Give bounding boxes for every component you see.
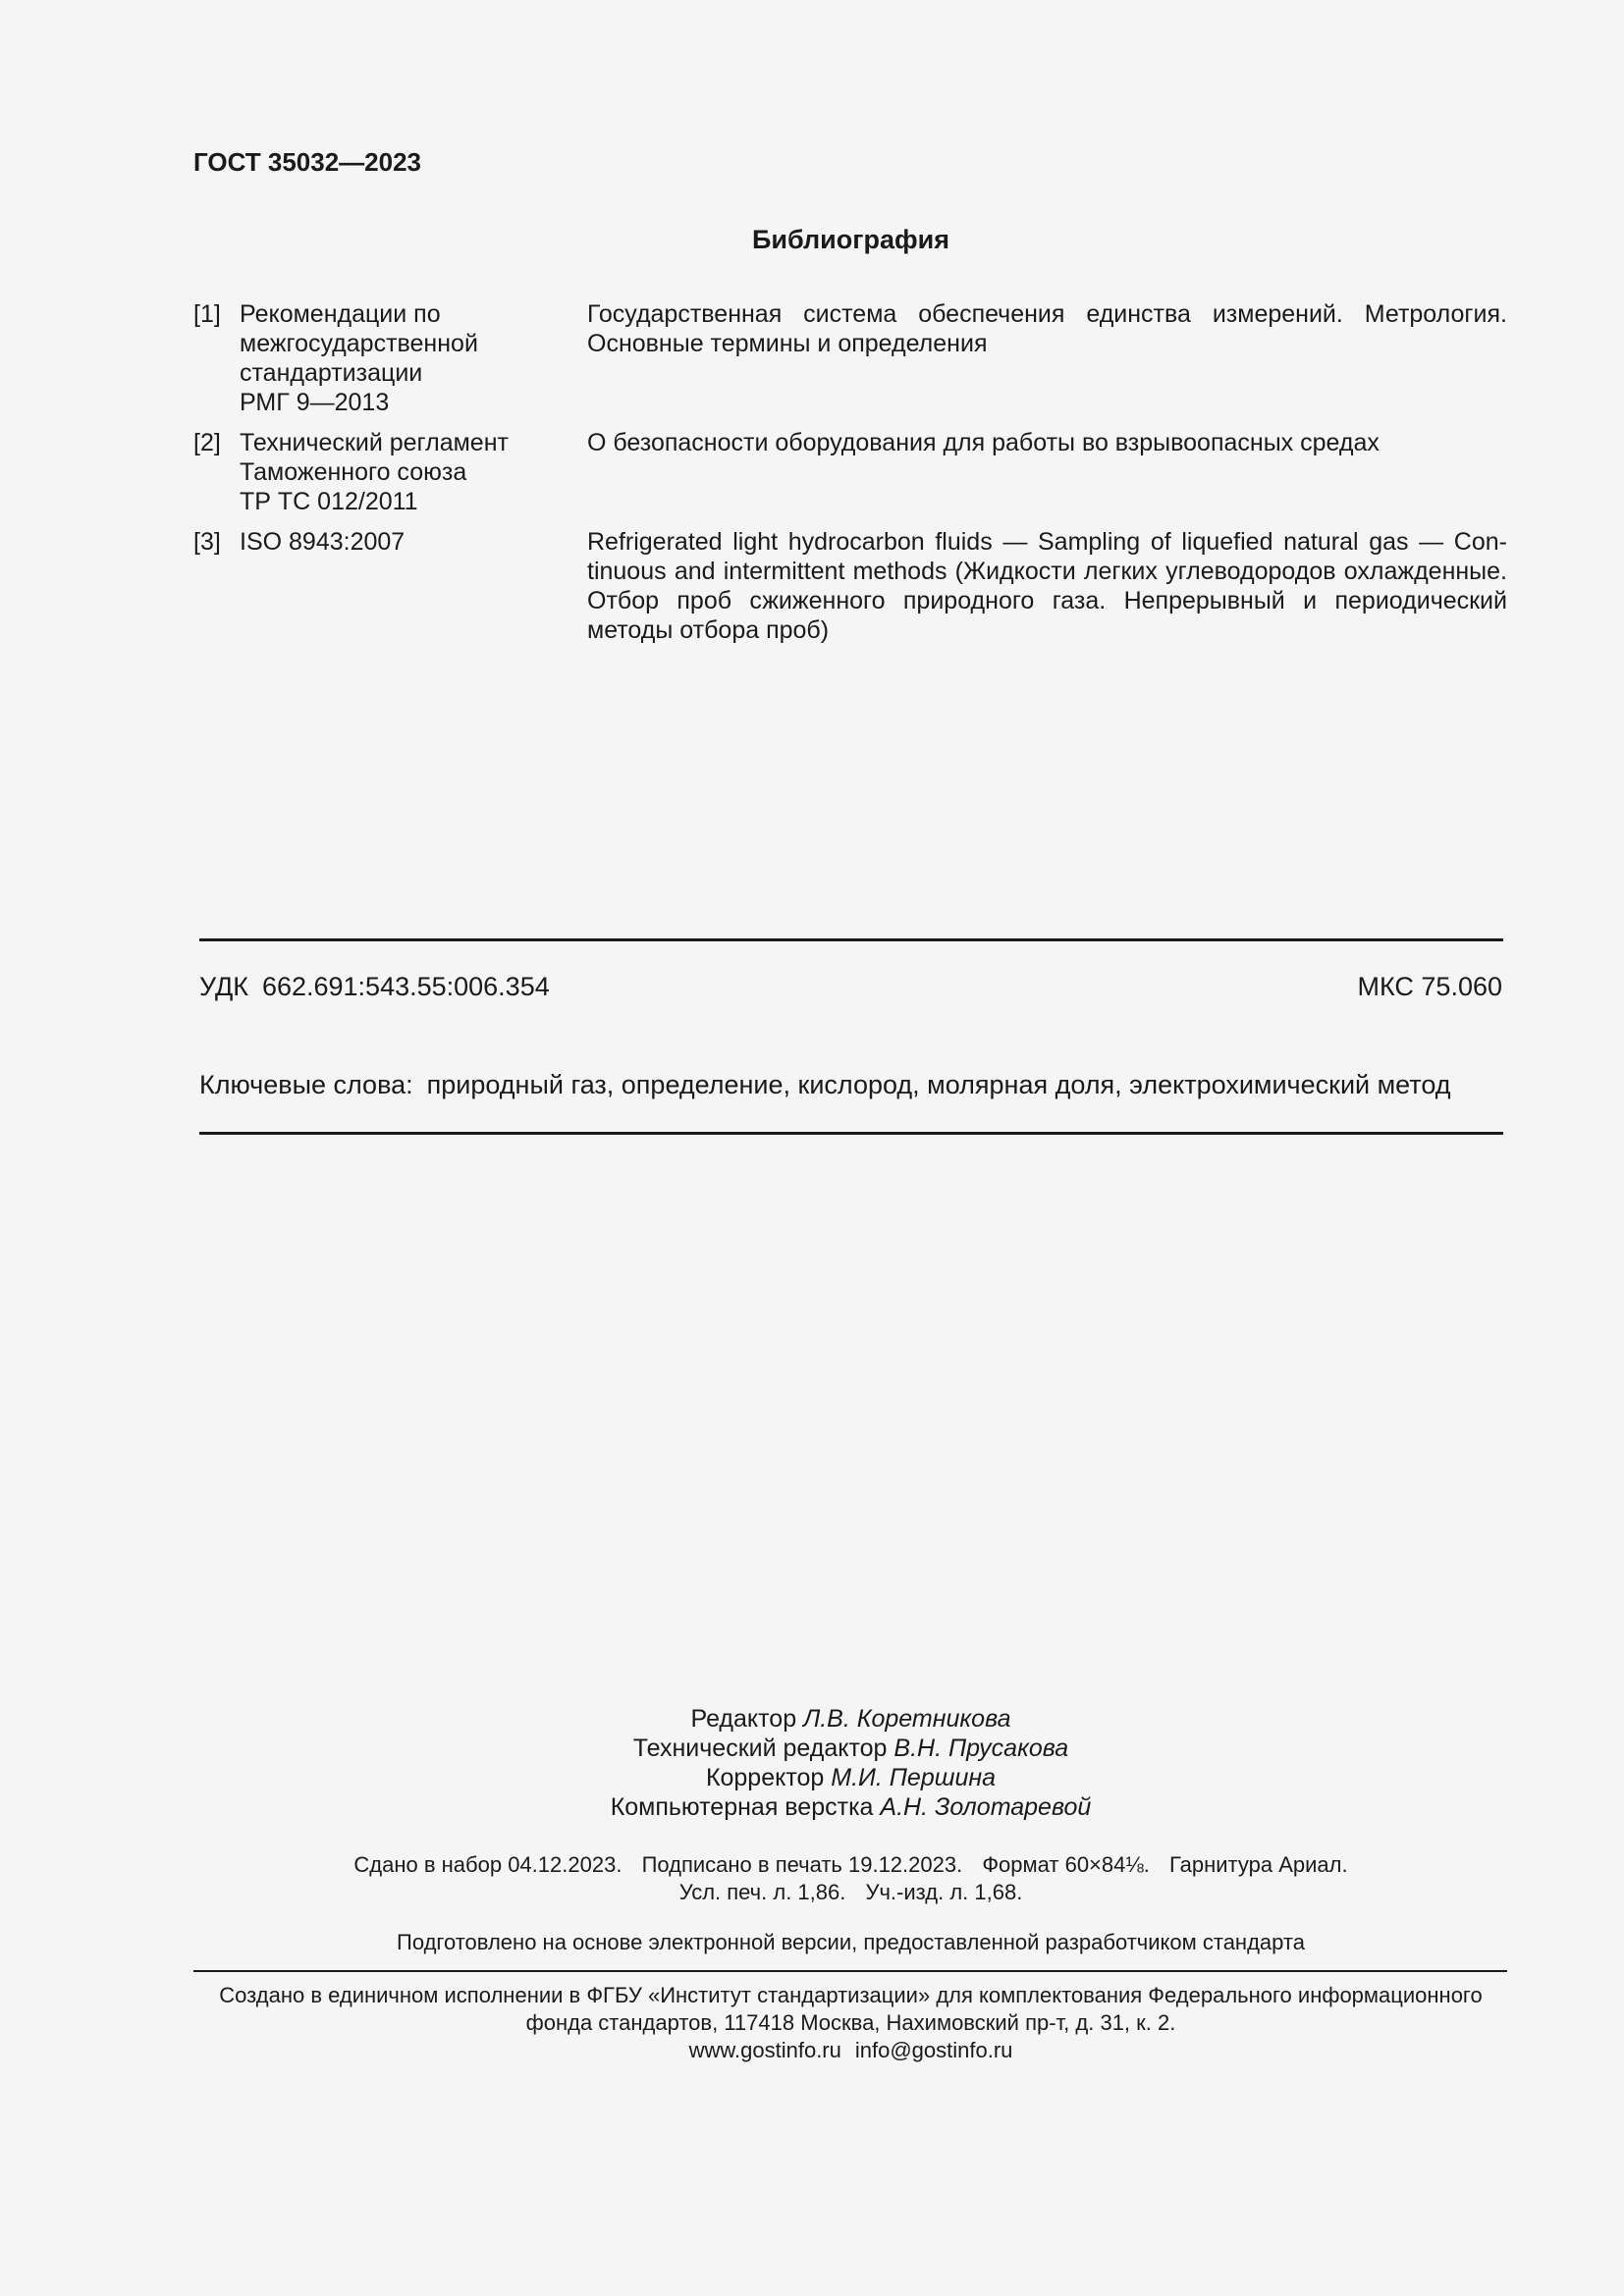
keywords-label: Ключевые слова:	[199, 1070, 413, 1099]
entry-source-line: Технический регламент	[240, 429, 509, 456]
entry-description: Государственная система обеспечения единства измерений. Метрология. Основные термины и определения	[587, 300, 1507, 357]
entry-number: [2]	[193, 429, 221, 456]
entry-source-line: стандартизации	[240, 359, 423, 387]
submitted-date: Сдано в набор 04.12.2023.	[353, 1852, 623, 1877]
entry-source-line: Рекомендации по	[240, 300, 441, 328]
credit-name: М.И. Першина	[831, 1764, 997, 1791]
keywords-value: природный газ, определение, кислород, молярная доля, электрохимический метод	[426, 1070, 1451, 1099]
print-info	[0, 1851, 1624, 1906]
website-link[interactable]: www.gostinfo.ru	[688, 2038, 841, 2062]
mks-value: 75.060	[1421, 972, 1502, 1001]
credit-role: Технический редактор	[632, 1735, 888, 1762]
entry-number: [1]	[193, 300, 221, 328]
print-sheets: Усл. печ. л. 1,86.	[678, 1880, 846, 1904]
entry-source	[240, 428, 573, 516]
divider-bottom	[199, 1132, 1503, 1135]
entry-description: Refrigerated light hydrocarbon fluids — Sampling of liquefied natural gas — Con-tinuous and intermittent methods (Жидкости легких углеводородов охлажденные. Отбор проб сжиженного природного газа. Непрерывный и периодический методы отбора проб)	[587, 528, 1507, 644]
prepared-note: Подготовлено на основе электронной версии, предоставленной разработчиком стандарта	[397, 1930, 1305, 1954]
print-info-line2	[0, 1879, 1624, 1906]
mks-code	[1357, 972, 1502, 1002]
credit-tech-editor	[0, 1734, 1624, 1763]
entry-source	[240, 527, 573, 557]
entry-source-line: ТР ТС 012/2011	[240, 488, 418, 515]
credit-editor	[0, 1704, 1624, 1734]
contacts	[0, 2037, 1624, 2064]
credits-block	[0, 1704, 1624, 1822]
divider-footer	[193, 1970, 1507, 1972]
credit-name: В.Н. Прусакова	[893, 1735, 1069, 1762]
typeface: Гарнитура Ариал.	[1168, 1852, 1348, 1877]
udk-code	[199, 972, 550, 1002]
credit-name: Л.В. Коретникова	[803, 1705, 1011, 1733]
credit-role: Компьютерная верстка	[610, 1793, 874, 1821]
created-note	[0, 1982, 1624, 2064]
print-format: Формат 60×84⅛.	[982, 1852, 1150, 1877]
mks-label: МКС	[1357, 972, 1414, 1001]
entry-source-line: межгосударственной	[240, 330, 478, 357]
credit-layout	[0, 1792, 1624, 1822]
entry-number: [3]	[193, 528, 221, 556]
edition-sheets: Уч.-изд. л. 1,68.	[865, 1880, 1023, 1904]
credit-role: Корректор	[705, 1764, 825, 1791]
entry-source-line: Таможенного союза	[240, 458, 467, 486]
email-link[interactable]: info@gostinfo.ru	[854, 2038, 1013, 2062]
udk-label: УДК	[199, 972, 248, 1001]
entry-source-line: ISO 8943:2007	[240, 528, 406, 556]
signed-date: Подписано в печать 19.12.2023.	[641, 1852, 963, 1877]
keywords	[199, 1070, 1451, 1100]
credit-corrector	[0, 1763, 1624, 1792]
credit-role: Редактор	[690, 1705, 797, 1733]
divider-top	[199, 938, 1503, 941]
entry-description: О безопасности оборудования для работы во взрывоопасных средах	[587, 429, 1380, 456]
document-code: ГОСТ 35032—2023	[193, 147, 421, 177]
udk-value: 662.691:543.55:006.354	[261, 972, 550, 1001]
print-info-line1	[0, 1851, 1624, 1879]
created-line1: Создано в единичном исполнении в ФГБУ «Институт стандартизации» для комплектования Федерального информационного	[219, 1983, 1483, 2007]
credit-name: А.Н. Золотаревой	[880, 1793, 1092, 1821]
entry-source	[240, 299, 573, 417]
bibliography-title: Библиография	[752, 225, 949, 254]
entry-source-line: РМГ 9—2013	[240, 389, 390, 416]
created-line2: фонда стандартов, 117418 Москва, Нахимовский пр-т, д. 31, к. 2.	[525, 2010, 1176, 2035]
